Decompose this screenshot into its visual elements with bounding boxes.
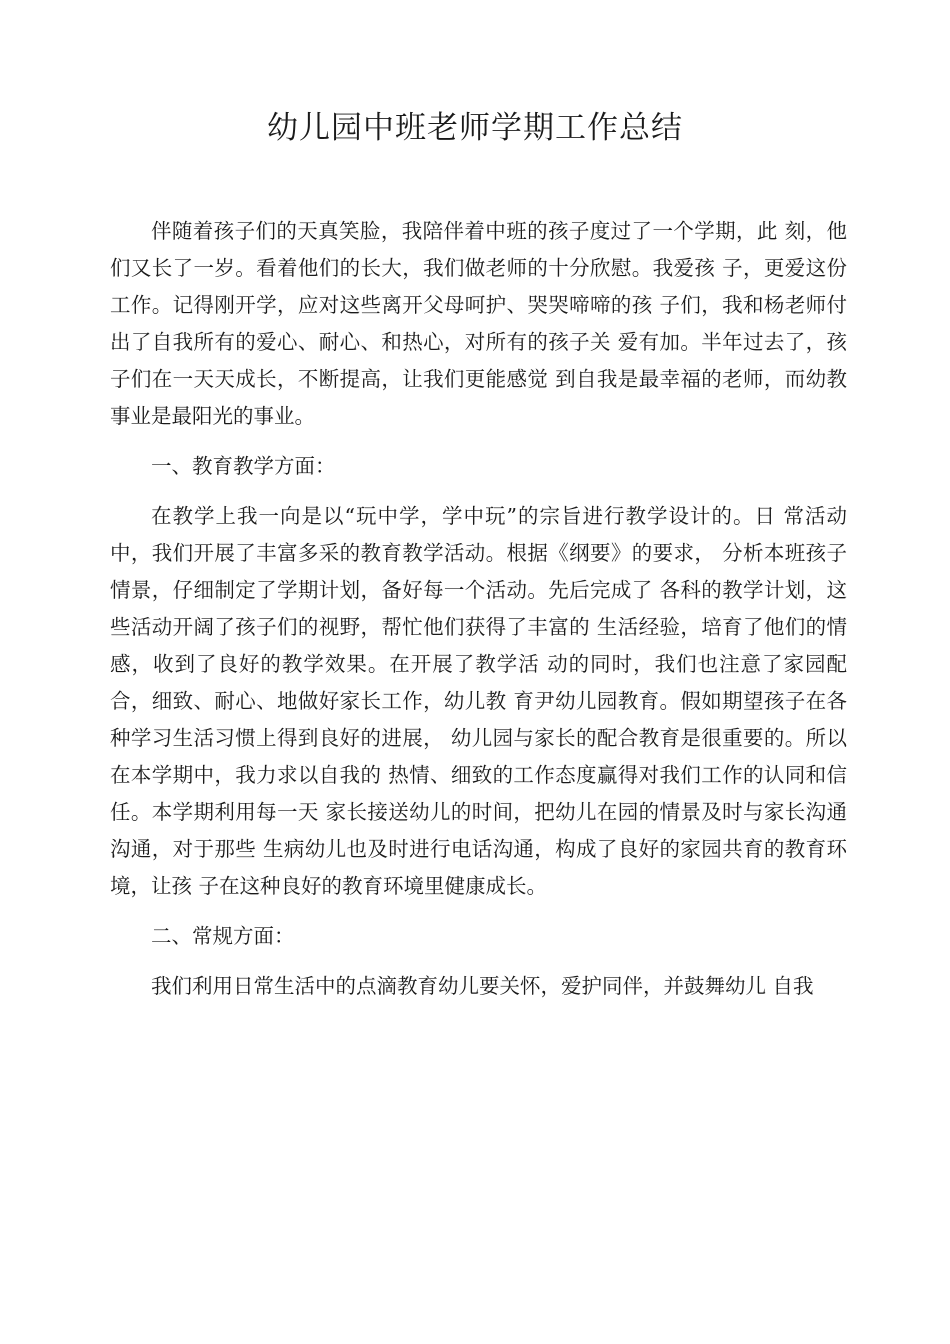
paragraph-routine: 我们利用日常生活中的点滴教育幼儿要关怀，爱护同伴，并鼓舞幼儿 自我 xyxy=(151,974,814,998)
document-title: 幼儿园中班老师学期工作总结 xyxy=(267,110,683,146)
document-body xyxy=(110,213,847,1018)
paragraph-intro: 伴随着孩子们的天真笑脸，我陪伴着中班的孩子度过了一个学期，此 刻，他们又长了一岁。看着他们的长大，我们做老师的十分欣慰。我爱孩 子，更爱这份工作。记得刚开学，应对这些离开父母呵护、哭哭啼啼的孩 子们，我和杨老师付出了自我所有的爱心、耐心、和热心，对所有的孩子关 爱有加。半年过去了，孩子们在一天天成长，不断提高，让我们更能感觉 到自我是最幸福的老师，而幼教事业是最阳光的事业。 xyxy=(110,219,847,428)
paragraph-teaching: 在教学上我一向是以“玩中学，学中玩”的宗旨进行教学设计的。日 常活动中，我们开展了丰富多采的教育教学活动。根据《纲要》的要求， 分析本班孩子情景，仔细制定了学期计划，备好每一个活动。先后完成了 各科的教学计划，这些活动开阔了孩子们的视野，帮忙他们获得了丰富的 生活经验，培育了他们的情感，收到了良好的教学效果。在开展了教学活 动的同时，我们也注意了家园配合，细致、耐心、地做好家长工作，幼儿教 育尹幼儿园教育。假如期望孩子在各种学习生活习惯上得到良好的进展， 幼儿园与家长的配合教育是很重要的。所以在本学期中，我力求以自我的 热情、细致的工作态度赢得对我们工作的认同和信任。本学期利用每一天 家长接送幼儿的时间，把幼儿在园的情景及时与家长沟通沟通，对于那些 生病幼儿也及时进行电话沟通，构成了良好的家园共育的教育环境，让孩 子在这种良好的教育环境里健康成长。 xyxy=(110,504,847,898)
section-heading-teaching: 一、教育教学方面： xyxy=(151,454,336,478)
section-heading-routine: 二、常规方面： xyxy=(151,924,295,948)
